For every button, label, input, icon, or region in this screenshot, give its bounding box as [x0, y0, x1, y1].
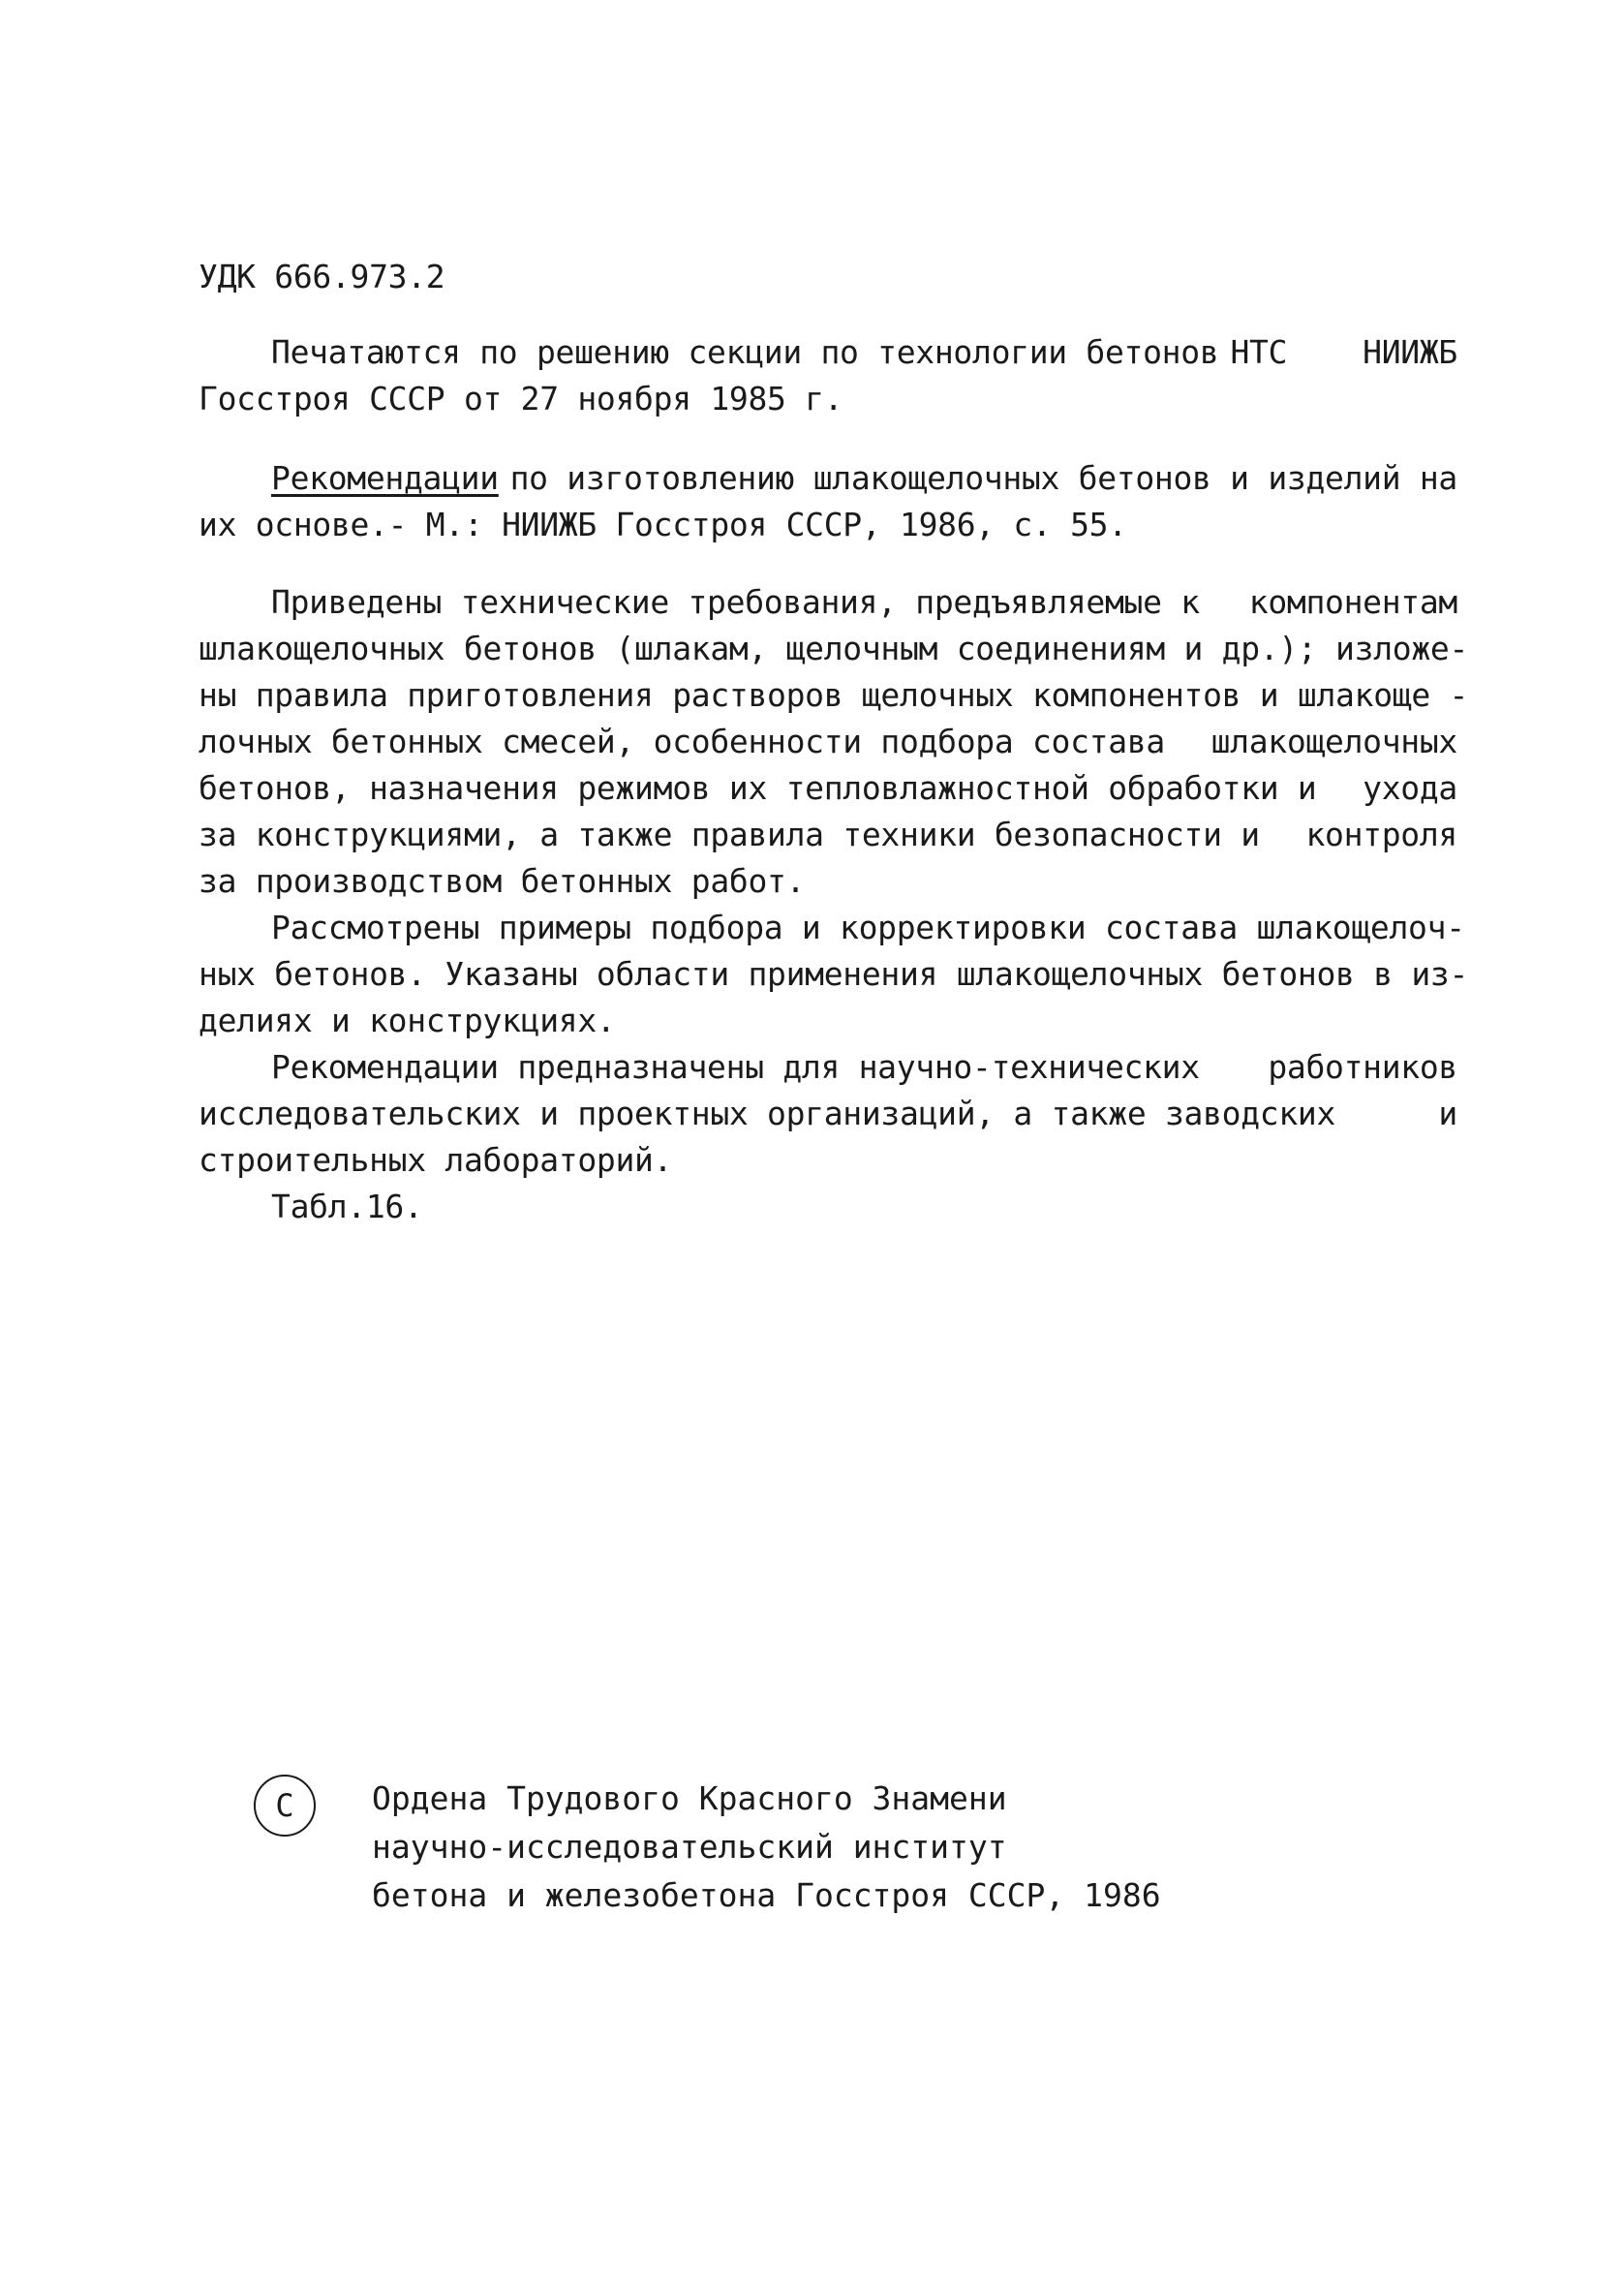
abstract-line: ны правила приготовления растворов щелочных компонентов и шлакоще - [199, 676, 1469, 714]
abstract-line: Приведены технические требования, предъявляемые к компонентам [271, 583, 1457, 621]
publication-line-1: Печатаются по решению секции по технологии бетонов НТС НИИЖБ [271, 333, 1457, 371]
tables-count: Табл.16. [271, 1188, 423, 1225]
abstract-line: Рассмотрены примеры подбора и корректировки состава шлакощелоч- [271, 909, 1465, 946]
copyright-line: Ордена Трудового Красного Знамени [372, 1779, 1007, 1817]
abstract-line: за конструкциями, а также правила техники безопасности и контроля [199, 816, 1457, 853]
abstract-line: исследовательских и проектных организаций, а также заводских и [199, 1095, 1457, 1132]
copyright-line: научно-исследовательский институт [372, 1828, 1007, 1866]
citation-line-1: Рекомендации по изготовлению шлакощелочных бетонов и изделий на [199, 455, 1457, 502]
abstract-line: Рекомендации предназначены для научно-технических работников [271, 1048, 1457, 1086]
abstract-paragraph-3 [199, 1044, 1457, 1184]
citation-title: Рекомендации [271, 459, 499, 497]
copyright-line: бетона и железобетона Госстроя СССР, 1986 [372, 1876, 1161, 1914]
abstract-line: ных бетонов. Указаны области применения шлакощелочных бетонов в из- [199, 955, 1469, 993]
abstract-line: строительных лабораторий. [199, 1141, 673, 1179]
abstract-line: бетонов, назначения режимов их тепловлажностной обработки и ухода [199, 769, 1457, 807]
abstract-paragraph-1 [199, 579, 1469, 905]
bibliographic-citation [199, 455, 1457, 548]
abstract-line: делиях и конструкциях. [199, 1002, 616, 1039]
abstract [199, 579, 1469, 1230]
copyright-text [372, 1775, 1161, 1920]
abstract-paragraph-2 [199, 905, 1469, 1044]
citation-line-2: их основе.- М.: НИИЖБ Госстроя СССР, 1986, с. 55. [199, 506, 1127, 543]
abstract-line: лочных бетонных смесей, особенности подбора состава шлакощелочных [199, 723, 1457, 760]
publication-line-2: Госстроя СССР от 27 ноября 1985 г. [199, 380, 843, 417]
abstract-line: за производством бетонных работ. [199, 862, 806, 900]
publication-note [199, 329, 1457, 422]
abstract-line: шлакощелочных бетонов (шлакам, щелочным соединениям и др.); изложе- [199, 630, 1469, 667]
copyright-icon: С [254, 1775, 316, 1837]
udk-code: УДК 666.973.2 [199, 258, 445, 295]
